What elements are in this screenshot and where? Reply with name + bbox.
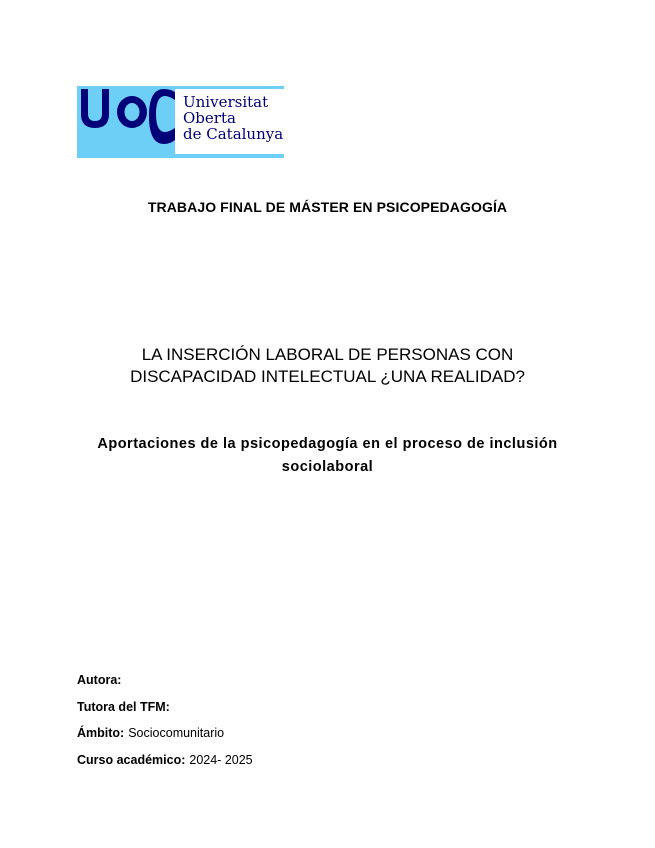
- meta-curso: [77, 750, 557, 777]
- uoc-logo-graphic: [77, 86, 284, 158]
- ambito-label: Ámbito:: [77, 726, 125, 740]
- ambito-value: Sociocomunitario: [128, 726, 225, 740]
- meta-tutora: [77, 697, 557, 724]
- curso-value: 2024- 2025: [189, 752, 253, 767]
- curso-label: Curso académico:: [77, 752, 186, 767]
- title-line-1: LA INSERCIÓN LABORAL DE PERSONAS CON: [141, 345, 514, 364]
- autora-label: Autora:: [77, 673, 122, 687]
- subtitle-line-1: Aportaciones de la psicopedagogía en el proceso de inclusión: [97, 436, 558, 452]
- meta-ambito: [77, 723, 557, 750]
- tutora-label: Tutora del TFM:: [77, 699, 170, 714]
- document-subtitle: [70, 433, 585, 479]
- meta-autora: [77, 670, 557, 697]
- logo-line-2: Oberta: [183, 109, 236, 127]
- document-title: [60, 344, 595, 388]
- program-heading: TRABAJO FINAL DE MÁSTER EN PSICOPEDAGOGÍA: [147, 199, 508, 215]
- title-line-2: DISCAPACIDAD INTELECTUAL ¿UNA REALIDAD?: [130, 367, 525, 386]
- logo-line-3: de Catalunya: [183, 125, 284, 143]
- logo-line-1: Universitat: [183, 93, 269, 111]
- uoc-logo: [77, 86, 284, 158]
- document-metadata: [77, 670, 557, 776]
- subtitle-line-2: sociolaboral: [281, 459, 374, 475]
